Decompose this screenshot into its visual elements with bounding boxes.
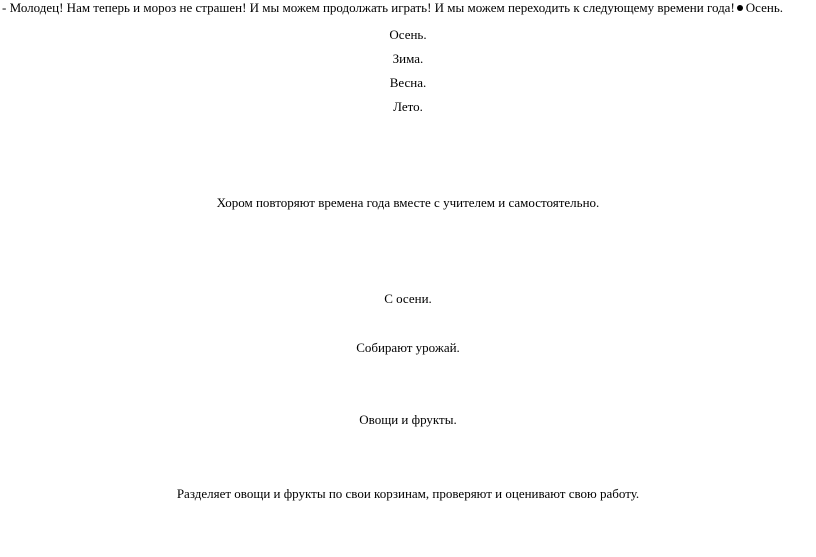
season-summer: Лето. xyxy=(393,99,423,114)
harvest-paragraph: Собирают урожай. xyxy=(356,340,460,355)
season-winter: Зима. xyxy=(392,51,424,66)
intro-text: - Молодец! Нам теперь и мороз не страшен! И мы можем продолжать играть! И мы можем переходить к следующему времени года! xyxy=(2,0,735,15)
bullet-icon xyxy=(737,5,743,11)
intro-line xyxy=(2,0,783,16)
veg-fruits-paragraph: Овощи и фрукты. xyxy=(359,412,457,427)
sorting-paragraph: Разделяет овощи и фрукты по свои корзинам, проверяют и оценивают свою работу. xyxy=(176,486,640,501)
from-autumn-paragraph: С осени. xyxy=(384,291,432,306)
season-spring: Весна. xyxy=(389,75,427,90)
chorus-paragraph: Хором повторяют времена года вместе с учителем и самостоятельно. xyxy=(216,195,600,210)
season-autumn: Осень. xyxy=(389,27,427,42)
intro-season: Осень. xyxy=(745,0,784,15)
